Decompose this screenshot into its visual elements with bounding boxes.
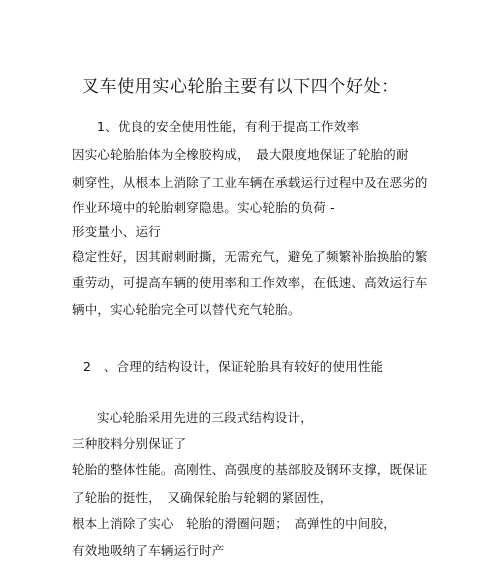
paragraph-line: 了轮胎的挺性， 又确保轮胎与轮辋的紧固性， [72,490,333,505]
paragraph-line: 辆中，实心轮胎完全可以替代充气轮胎。 [72,302,301,317]
paragraph-line: 形变量小、运行 [72,224,161,239]
paragraph-line: 根本上消除了实心 轮胎的滑圈问题； 高弹性的中间胶， [72,516,396,531]
paragraph-line: 轮胎的整体性能。高刚性、高强度的基部胶及钢环支撑，既保证 [72,462,428,477]
paragraph-line: 因实心轮胎胎体为全橡胶构成， 最大限度地保证了轮胎的耐 [72,147,409,162]
paragraph-line: 三种胶料分别保证了 [72,436,187,451]
paragraph-line: 刺穿性，从根本上消除了工业车辆在承载运行过程中及在恶劣的 [72,175,428,190]
paragraph-line: 稳定性好，因其耐刺耐撕，无需充气，避免了频繁补胎换胎的繁 [72,249,428,264]
paragraph-line: 作业环境中的轮胎刺穿隐患。实心轮胎的负荷 - [72,200,335,215]
document-title: 叉车使用实心轮胎主要有以下四个好处： [82,77,399,97]
paragraph-line: 有效地吸纳了车辆运行时产 [72,543,225,558]
paragraph-line: 实心轮胎采用先进的三段式结构设计， [97,410,313,425]
paragraph-line: 1、优良的安全使用性能，有利于提高工作效率 [97,119,360,134]
section-heading: 2 、合理的结构设计，保证轮胎具有较好的使用性能 [83,359,384,374]
paragraph-line: 重劳动，可提高车辆的使用率和工作效率，在低速、高效运行车 [72,275,428,290]
